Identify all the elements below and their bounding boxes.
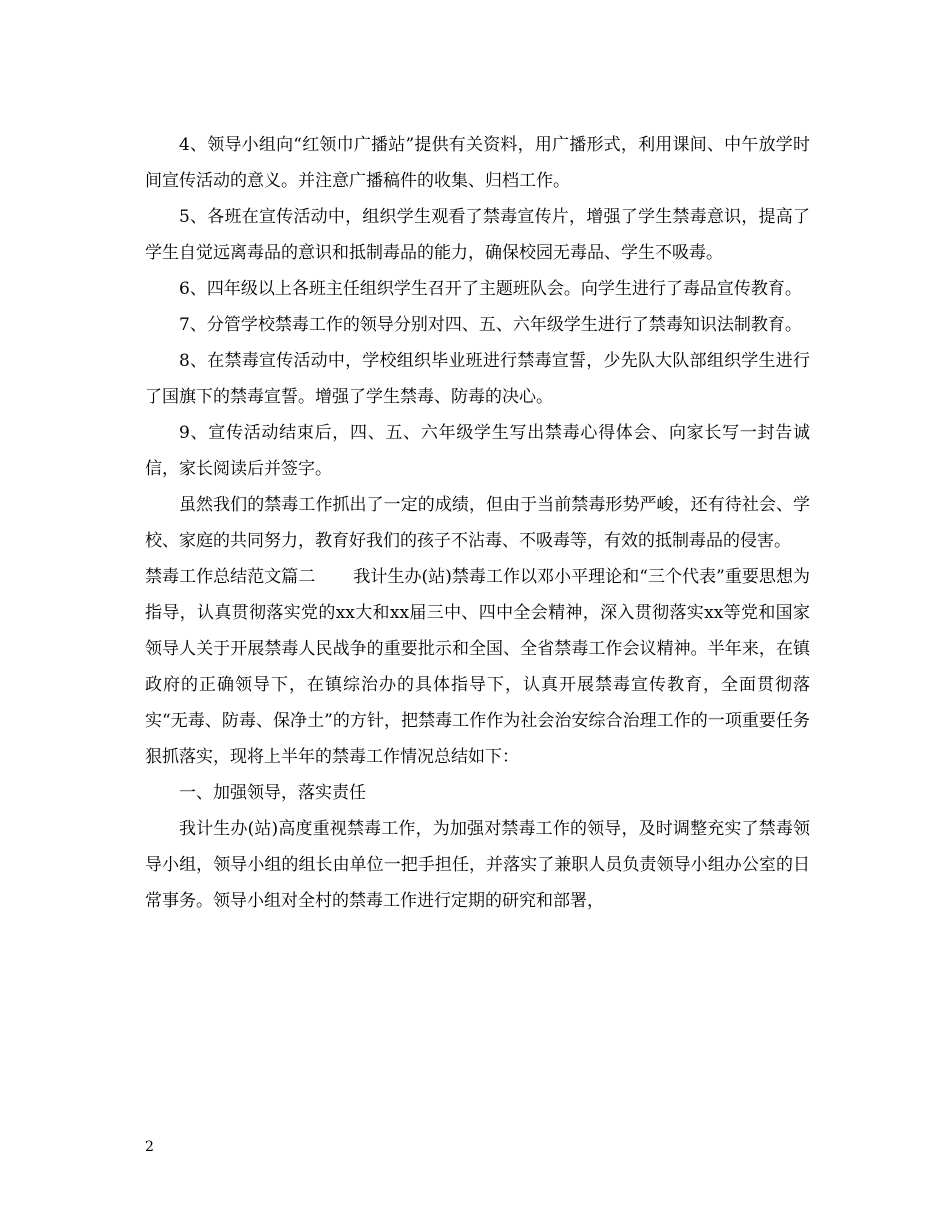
subheading: 一、加强领导，落实责任 (179, 783, 366, 803)
document-body (145, 127, 810, 919)
section-paragraph (145, 559, 810, 775)
page-number: 2 (145, 1139, 154, 1155)
paragraph-item-6: 6、四年级以上各班主任组织学生召开了主题班队会。向学生进行了毒品宣传教育。 (179, 279, 802, 299)
paragraph-conclusion: 虽然我们的禁毒工作抓出了一定的成绩，但由于当前禁毒形势严峻，还有待社会、学校、家庭的共同努力，教育好我们的孩子不沾毒、不吸毒等，有效的抵制毒品的侵害。 (145, 495, 810, 551)
paragraph-item-8: 8、在禁毒宣传活动中，学校组织毕业班进行禁毒宣誓，少先队大队部组织学生进行了国旗下的禁毒宣誓。增强了学生禁毒、防毒的决心。 (145, 351, 810, 407)
section-title: 禁毒工作总结范文篇二 (145, 567, 316, 587)
paragraph-item-9: 9、宣传活动结束后，四、五、六年级学生写出禁毒心得体会、向家长写一封告诚信，家长阅读后并签字。 (145, 423, 810, 479)
paragraph-leadership: 我计生办(站)高度重视禁毒工作，为加强对禁毒工作的领导，及时调整充实了禁毒领导小组，领导小组的组长由单位一把手担任，并落实了兼职人员负责领导小组办公室的日常事务。领导小组对全村的禁毒工作进行定期的研究和部署， (145, 819, 810, 911)
paragraph-item-4: 4、领导小组向“红领巾广播站”提供有关资料，用广播形式，利用课间、中午放学时间宣传活动的意义。并注意广播稿件的收集、归档工作。 (145, 135, 810, 191)
paragraph-item-5: 5、各班在宣传活动中，组织学生观看了禁毒宣传片，增强了学生禁毒意识，提高了学生自觉远离毒品的意识和抵制毒品的能力，确保校园无毒品、学生不吸毒。 (145, 207, 810, 263)
paragraph-item-7: 7、分管学校禁毒工作的领导分别对四、五、六年级学生进行了禁毒知识法制教育。 (179, 315, 802, 335)
section-intro-text: 我计生办(站)禁毒工作以邓小平理论和“三个代表”重要思想为指导，认真贯彻落实党的xx大和xx届三中、四中全会精神，深入贯彻落实xx等党和国家领导人关于开展禁毒人民战争的重要批示和全国、全省禁毒工作会议精神。半年来，在镇政府的正确领导下，在镇综治办的具体指导下，认真开展禁毒宣传教育，全面贯彻落实“无毒、防毒、保净土”的方针，把禁毒工作作为社会治安综合治理工作的一项重要任务狠抓落实，现将上半年的禁毒工作情况总结如下： (145, 567, 810, 767)
